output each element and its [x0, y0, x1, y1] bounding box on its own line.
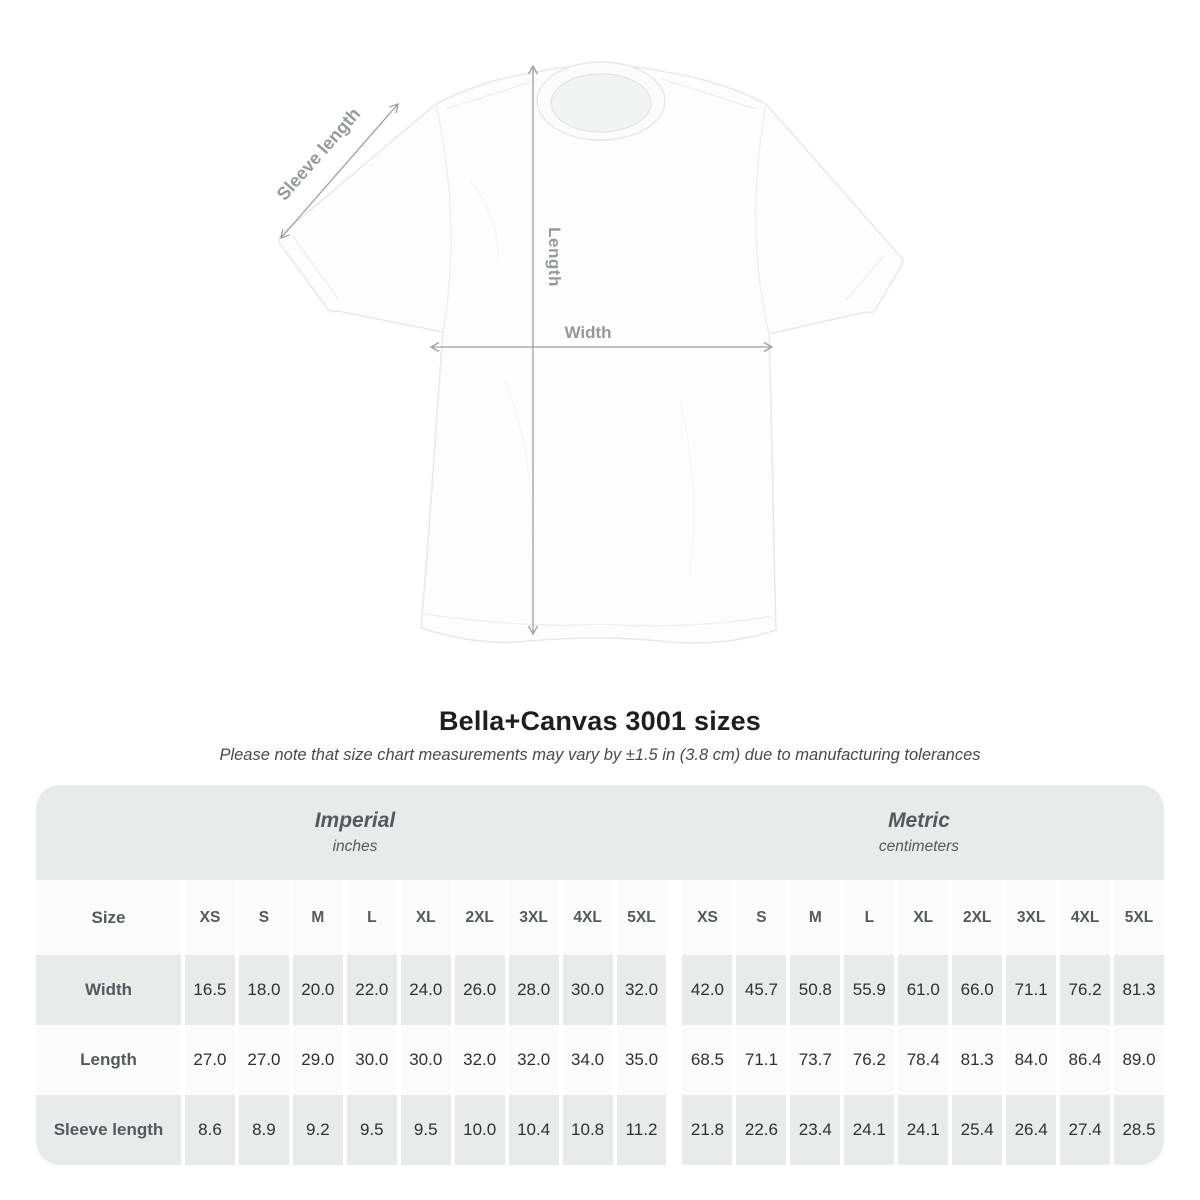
metric-group-header [674, 785, 1164, 880]
unit-group-band [36, 785, 1164, 880]
metric-unit: centimeters [878, 838, 960, 855]
value-cell: 22.6 [736, 1095, 786, 1165]
row-label: Length [36, 1025, 181, 1095]
page-subtitle: Please note that size chart measurements may vary by ±1.5 in (3.8 cm) due to manufacturing tolerances [219, 746, 981, 764]
imperial-group-header [36, 785, 674, 880]
width-row [36, 955, 1164, 1025]
size-header: S [239, 880, 289, 955]
value-cell: 9.2 [293, 1095, 343, 1165]
value-cell: 26.4 [1006, 1095, 1056, 1165]
size-header: 2XL [455, 880, 505, 955]
size-header-row [36, 880, 1164, 955]
size-table [36, 785, 1164, 1165]
value-cell: 11.2 [617, 1095, 667, 1165]
value-cell: 71.1 [736, 1025, 786, 1095]
value-cell: 55.9 [844, 955, 894, 1025]
value-cell: 81.3 [1114, 955, 1164, 1025]
value-cell: 24.0 [401, 955, 451, 1025]
row-label: Sleeve length [36, 1095, 181, 1165]
value-cell: 10.0 [455, 1095, 505, 1165]
size-header: L [844, 880, 894, 955]
size-header: XL [898, 880, 948, 955]
value-cell: 78.4 [898, 1025, 948, 1095]
imperial-title: Imperial [314, 809, 396, 832]
value-cell: 27.0 [185, 1025, 235, 1095]
sleeve-length-row [36, 1095, 1164, 1165]
size-header: 2XL [952, 880, 1002, 955]
size-header: M [293, 880, 343, 955]
value-cell: 23.4 [790, 1095, 840, 1165]
value-cell: 61.0 [898, 955, 948, 1025]
value-cell: 66.0 [952, 955, 1002, 1025]
imperial-unit: inches [332, 838, 378, 855]
value-cell: 8.6 [185, 1095, 235, 1165]
value-cell: 28.0 [509, 955, 559, 1025]
group-divider [670, 1095, 678, 1165]
value-cell: 26.0 [455, 955, 505, 1025]
value-cell: 84.0 [1006, 1025, 1056, 1095]
value-cell: 29.0 [293, 1025, 343, 1095]
size-header: 3XL [1006, 880, 1056, 955]
sleeve-length-label: Sleeve length [272, 103, 365, 205]
value-cell: 22.0 [347, 955, 397, 1025]
collar-neck-hole [551, 74, 651, 132]
length-row [36, 1025, 1164, 1095]
metric-title: Metric [888, 809, 950, 832]
value-cell: 30.0 [347, 1025, 397, 1095]
value-cell: 81.3 [952, 1025, 1002, 1095]
size-header: 3XL [509, 880, 559, 955]
size-header: S [736, 880, 786, 955]
value-cell: 32.0 [509, 1025, 559, 1095]
value-cell: 86.4 [1060, 1025, 1110, 1095]
size-header: XS [682, 880, 732, 955]
value-cell: 35.0 [617, 1025, 667, 1095]
size-header: L [347, 880, 397, 955]
value-cell: 10.4 [509, 1095, 559, 1165]
group-divider [670, 955, 678, 1025]
size-header: 4XL [563, 880, 613, 955]
value-cell: 16.5 [185, 955, 235, 1025]
group-divider [670, 880, 678, 955]
value-cell: 68.5 [682, 1025, 732, 1095]
value-cell: 34.0 [563, 1025, 613, 1095]
value-cell: 21.8 [682, 1095, 732, 1165]
value-cell: 50.8 [790, 955, 840, 1025]
value-cell: 27.4 [1060, 1095, 1110, 1165]
value-cell: 45.7 [736, 955, 786, 1025]
size-column-header: Size [36, 880, 181, 955]
value-cell: 8.9 [239, 1095, 289, 1165]
size-header: 4XL [1060, 880, 1110, 955]
row-label: Width [36, 955, 181, 1025]
value-cell: 42.0 [682, 955, 732, 1025]
value-cell: 27.0 [239, 1025, 289, 1095]
size-header: XS [185, 880, 235, 955]
value-cell: 71.1 [1006, 955, 1056, 1025]
value-cell: 24.1 [844, 1095, 894, 1165]
value-cell: 32.0 [617, 955, 667, 1025]
value-cell: 32.0 [455, 1025, 505, 1095]
length-label: Length [545, 227, 564, 287]
size-header: 5XL [1114, 880, 1164, 955]
size-header: 5XL [617, 880, 667, 955]
value-cell: 18.0 [239, 955, 289, 1025]
value-cell: 73.7 [790, 1025, 840, 1095]
value-cell: 28.5 [1114, 1095, 1164, 1165]
tshirt-body [279, 65, 903, 643]
value-cell: 30.0 [563, 955, 613, 1025]
width-label: Width [564, 323, 612, 342]
value-cell: 9.5 [347, 1095, 397, 1165]
size-header: M [790, 880, 840, 955]
value-cell: 20.0 [293, 955, 343, 1025]
size-header: XL [401, 880, 451, 955]
value-cell: 30.0 [401, 1025, 451, 1095]
value-cell: 10.8 [563, 1095, 613, 1165]
page-title: Bella+Canvas 3001 sizes [438, 706, 762, 736]
value-cell: 76.2 [1060, 955, 1110, 1025]
heading-block [0, 704, 1200, 766]
value-cell: 76.2 [844, 1025, 894, 1095]
value-cell: 25.4 [952, 1095, 1002, 1165]
value-cell: 89.0 [1114, 1025, 1164, 1095]
group-divider [670, 1025, 678, 1095]
value-cell: 24.1 [898, 1095, 948, 1165]
value-cell: 9.5 [401, 1095, 451, 1165]
